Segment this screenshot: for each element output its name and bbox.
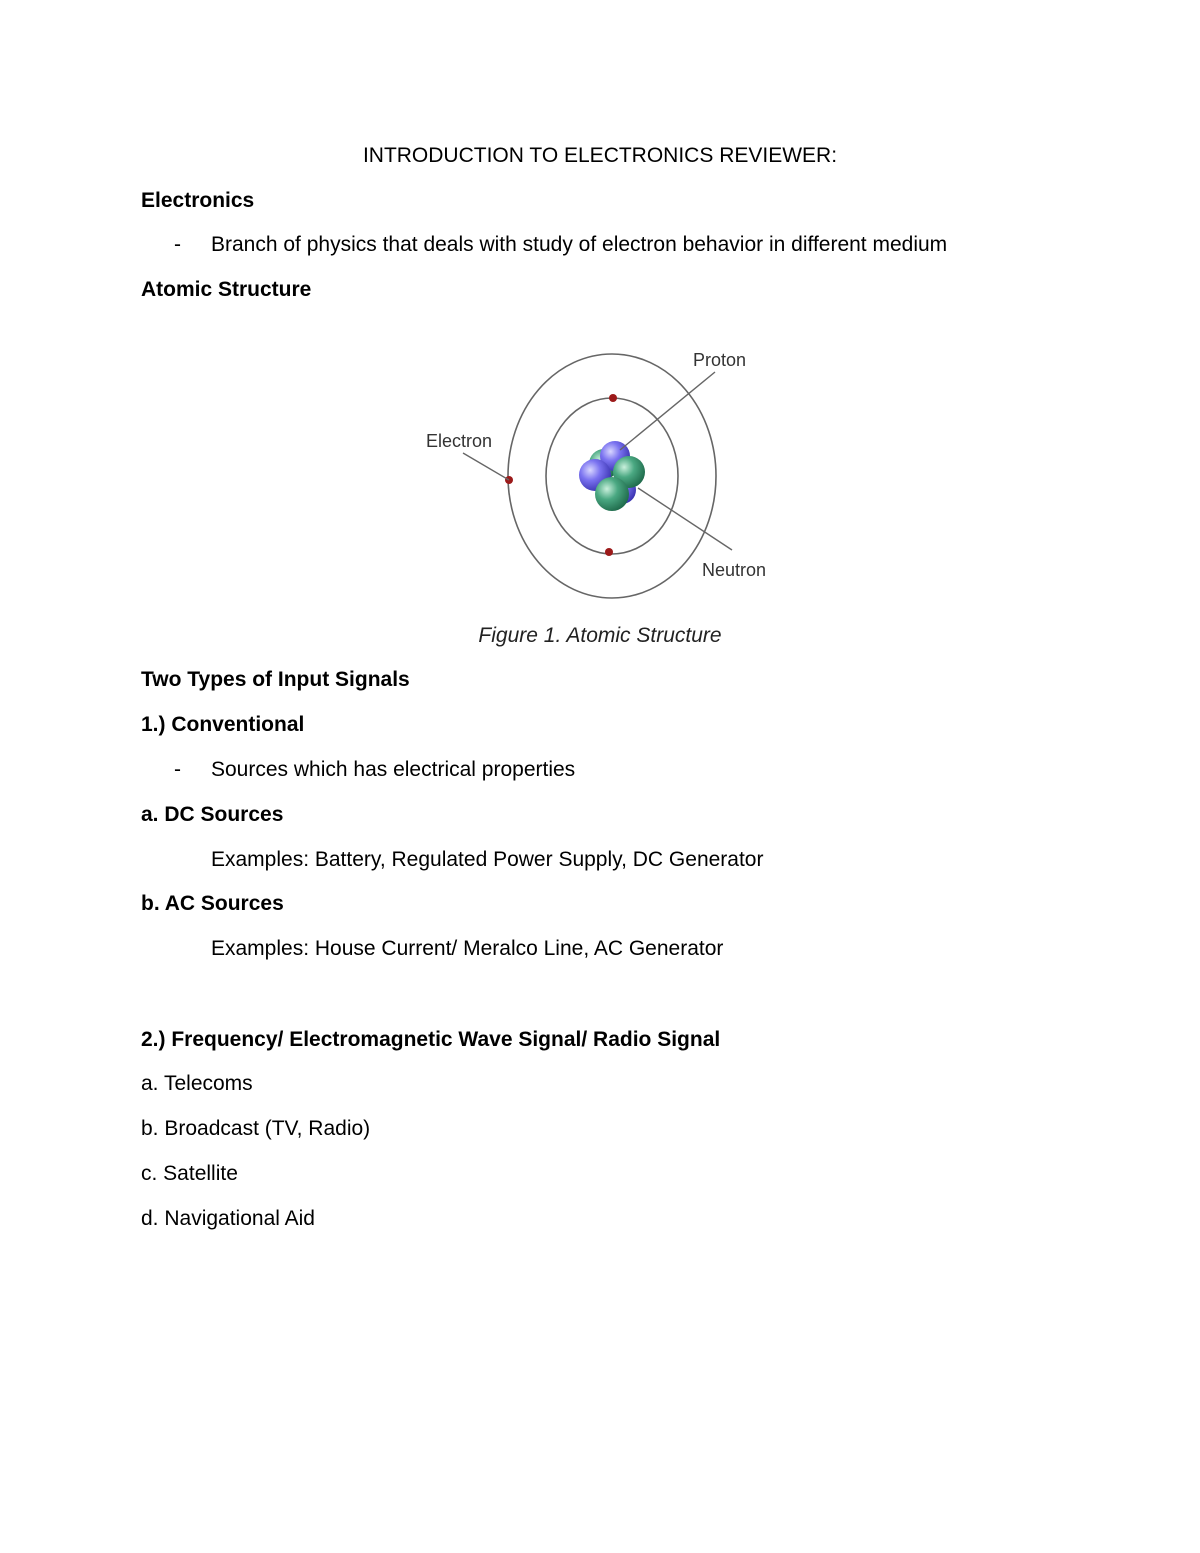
electron-leader-line bbox=[463, 453, 509, 480]
ac-examples: Examples: House Current/ Meralco Line, AC Generator bbox=[211, 937, 724, 960]
section-heading-atomic-structure: Atomic Structure bbox=[141, 278, 312, 301]
proton-label: Proton bbox=[693, 350, 747, 370]
subheading-conventional: 1.) Conventional bbox=[141, 713, 305, 736]
list-item: a. Telecoms bbox=[141, 1072, 253, 1095]
subheading-ac-sources: b. AC Sources bbox=[141, 892, 284, 915]
electron-label: Electron bbox=[426, 431, 493, 451]
conventional-definition: Sources which has electrical properties bbox=[211, 758, 576, 781]
list-item: b. Broadcast (TV, Radio) bbox=[141, 1117, 371, 1140]
neutron-leader-line bbox=[638, 488, 732, 550]
document-title: INTRODUCTION TO ELECTRONICS REVIEWER: bbox=[362, 144, 838, 167]
subheading-frequency-signal: 2.) Frequency/ Electromagnetic Wave Signal/ Radio Signal bbox=[141, 1028, 721, 1051]
neutron-sphere bbox=[595, 477, 629, 511]
electron-dot bbox=[605, 548, 613, 556]
bullet-dash: - bbox=[174, 233, 181, 256]
neutron-label: Neutron bbox=[702, 560, 767, 580]
electron-dot bbox=[609, 394, 617, 402]
list-item: d. Navigational Aid bbox=[141, 1207, 315, 1230]
section-heading-electronics: Electronics bbox=[141, 189, 255, 212]
list-item: c. Satellite bbox=[141, 1162, 238, 1185]
bullet-dash: - bbox=[174, 758, 181, 781]
atomic-structure-figure bbox=[420, 340, 780, 610]
dc-examples: Examples: Battery, Regulated Power Supply, DC Generator bbox=[211, 848, 764, 871]
electronics-definition: Branch of physics that deals with study of electron behavior in different medium bbox=[211, 233, 948, 256]
subheading-dc-sources: a. DC Sources bbox=[141, 803, 284, 826]
section-heading-input-signals: Two Types of Input Signals bbox=[141, 668, 410, 691]
figure-caption: Figure 1. Atomic Structure bbox=[478, 624, 722, 647]
